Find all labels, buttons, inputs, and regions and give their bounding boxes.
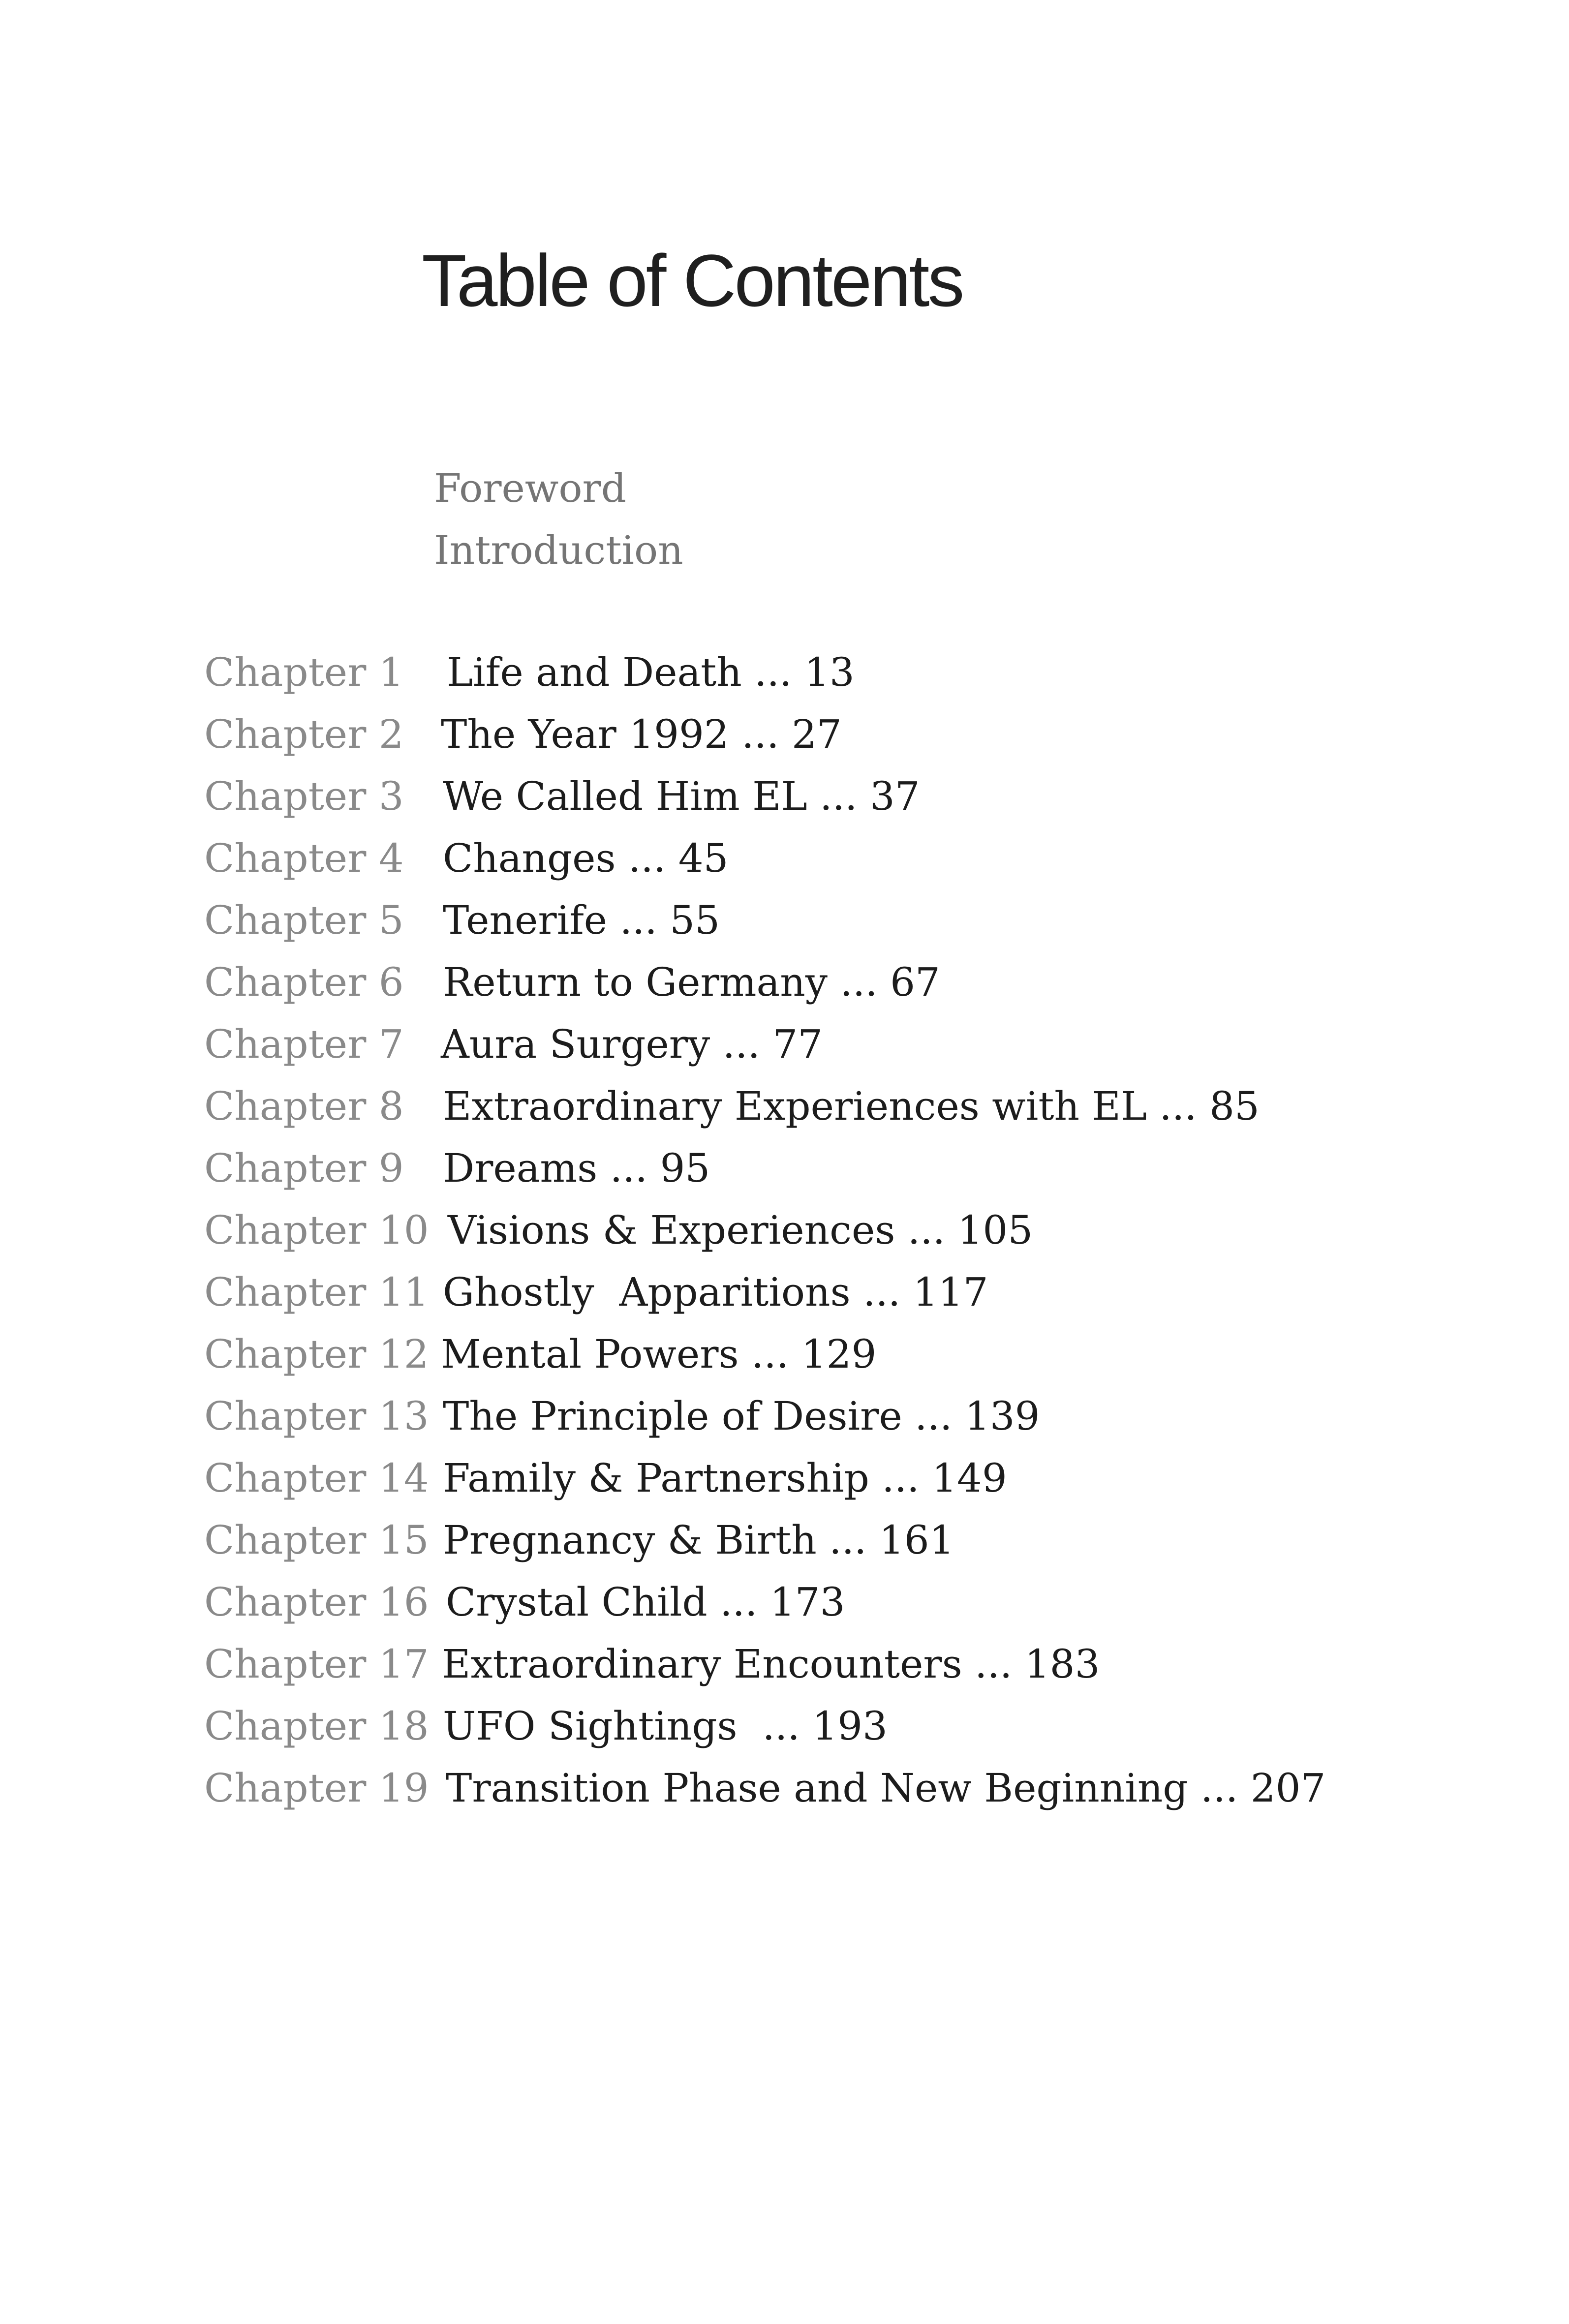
chapter-list [204,642,1325,1819]
chapter-row [204,1075,1325,1137]
chapter-row [204,951,1325,1013]
chapter-label: Chapter 2 [204,711,404,757]
chapter-row [204,1695,1325,1757]
chapter-label: Chapter 14 [204,1455,429,1501]
chapter-label: Chapter 19 [204,1765,429,1811]
chapter-row [204,1261,1325,1323]
chapter-entry: The Principle of Desire ... 139 [443,1393,1040,1439]
chapter-row [204,1571,1325,1633]
chapter-label: Chapter 5 [204,897,404,943]
chapter-row [204,827,1325,889]
chapter-label: Chapter 10 [204,1207,429,1253]
chapter-row [204,703,1325,765]
chapter-entry: Changes ... 45 [443,835,729,881]
chapter-row [204,765,1325,827]
chapter-entry: Extraordinary Encounters ... 183 [442,1641,1100,1687]
chapter-entry: Aura Surgery ... 77 [441,1021,823,1067]
chapter-row [204,1385,1325,1447]
chapter-entry: Transition Phase and New Beginning ... 207 [446,1765,1326,1811]
chapter-entry: Extraordinary Experiences with EL ... 85 [443,1083,1260,1129]
chapter-entry: Crystal Child ... 173 [446,1579,845,1625]
chapter-entry: Family & Partnership ... 149 [443,1455,1007,1501]
chapter-row [204,1199,1325,1261]
chapter-entry: Ghostly Apparitions ... 117 [443,1269,988,1315]
chapter-row [204,642,1325,703]
chapter-label: Chapter 17 [204,1641,429,1687]
chapter-label: Chapter 3 [204,773,404,819]
chapter-entry: Mental Powers ... 129 [441,1331,877,1377]
chapter-label: Chapter 9 [204,1145,404,1191]
chapter-row [204,1509,1325,1571]
chapter-label: Chapter 11 [204,1269,429,1315]
chapter-label: Chapter 12 [204,1331,429,1377]
page-title: Table of Contents [422,239,963,322]
chapter-label: Chapter 8 [204,1083,404,1129]
chapter-label: Chapter 15 [204,1517,429,1563]
chapter-entry: Tenerife ... 55 [443,897,720,943]
chapter-row [204,1757,1325,1819]
chapter-row [204,1137,1325,1199]
front-matter-introduction: Introduction [434,527,683,573]
chapter-label: Chapter 1 [204,649,404,695]
chapter-entry: Return to Germany ... 67 [443,959,940,1005]
chapter-label: Chapter 16 [204,1579,429,1625]
chapter-entry: Dreams ... 95 [443,1145,710,1191]
chapter-entry: We Called Him EL ... 37 [443,773,920,819]
front-matter-foreword: Foreword [434,465,626,511]
chapter-label: Chapter 18 [204,1703,429,1749]
chapter-label: Chapter 13 [204,1393,429,1439]
chapter-row [204,1447,1325,1509]
chapter-row [204,1013,1325,1075]
chapter-label: Chapter 7 [204,1021,404,1067]
chapter-label: Chapter 6 [204,959,404,1005]
chapter-entry: UFO Sightings ... 193 [443,1703,888,1749]
chapter-label: Chapter 4 [204,835,404,881]
chapter-entry: Life and Death ... 13 [447,649,855,695]
chapter-entry: Pregnancy & Birth ... 161 [443,1517,954,1563]
front-matter-list [434,458,683,581]
chapter-row [204,1323,1325,1385]
chapter-row [204,1633,1325,1695]
chapter-entry: Visions & Experiences ... 105 [448,1207,1033,1253]
chapter-row [204,889,1325,951]
chapter-entry: The Year 1992 ... 27 [441,711,842,757]
